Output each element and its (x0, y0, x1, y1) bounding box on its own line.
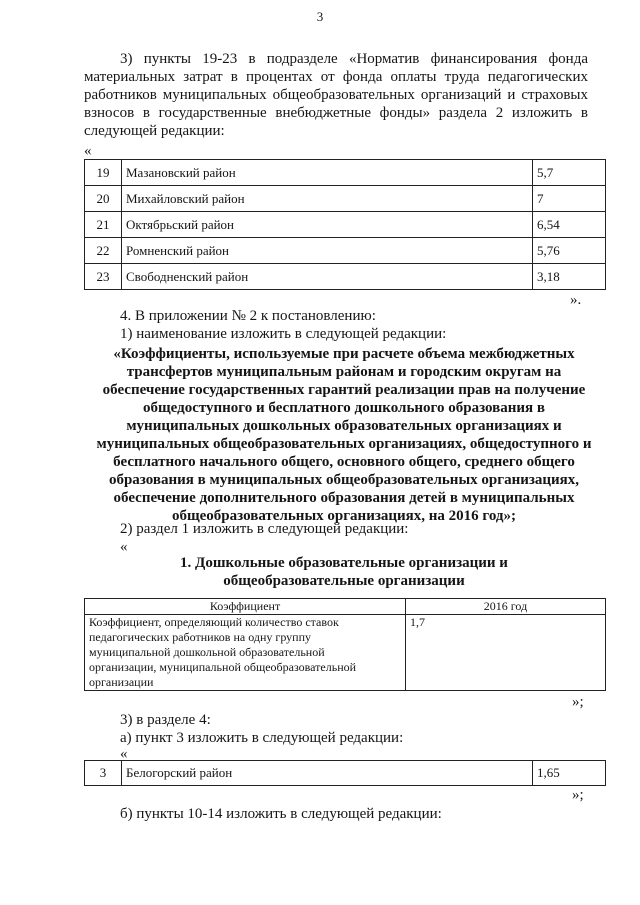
section-title-line: общеобразовательные организации (223, 573, 465, 589)
table-row (85, 186, 606, 212)
open-quote-2: « (120, 539, 128, 555)
close-quote-dot: ». (570, 292, 582, 308)
description-line: организации (89, 675, 154, 689)
table-header-row (85, 599, 606, 615)
bold-title-line: «Коэффициенты, используемые при расчете объема межбюджетных (113, 346, 575, 362)
table-row (85, 212, 606, 238)
table-row (85, 615, 606, 691)
district-value: 5,7 (533, 160, 606, 186)
district-value: 7 (533, 186, 606, 212)
district-name: Свободненский район (122, 264, 533, 290)
page-number: 3 (316, 9, 324, 24)
item-4-3b: б) пункты 10-14 изложить в следующей редакции: (120, 806, 442, 822)
description-line: организации, муниципальной общеобразовательной (89, 660, 357, 674)
row-number: 3 (85, 761, 122, 786)
district-name: Мазановский район (122, 160, 533, 186)
district-name: Михайловский район (122, 186, 533, 212)
bold-title-line: общеобразовательных организациях, на 2016 год»; (171, 508, 517, 524)
row-number: 20 (85, 186, 122, 212)
description-line: педагогических работников на одну группу (89, 630, 312, 644)
district-value: 3,18 (533, 264, 606, 290)
section-title-line: 1. Дошкольные образовательные организации и (180, 555, 508, 571)
bold-title-line: обеспечение дополнительного образования детей в муниципальных (113, 490, 575, 506)
row-number: 19 (85, 160, 122, 186)
item-4: 4. В приложении № 2 к постановлению: (120, 308, 376, 324)
close-quote-semicolon-2: »; (572, 787, 584, 803)
header-cell-year: 2016 год (406, 599, 606, 615)
item-4-3a: а) пункт 3 изложить в следующей редакции: (120, 730, 404, 746)
district-value: 6,54 (533, 212, 606, 238)
table-row (85, 761, 606, 786)
district-value: 5,76 (533, 238, 606, 264)
description-line: Коэффициент, определяющий количество ставок (89, 615, 339, 629)
coefficient-description (85, 615, 406, 691)
district-name: Октябрьский район (122, 212, 533, 238)
belogorsk-table (84, 760, 606, 786)
bold-title (84, 345, 604, 525)
header-cell-coefficient: Коэффициент (85, 599, 406, 615)
districts-table (84, 159, 606, 290)
section-title (84, 554, 604, 590)
item-4-2: 2) раздел 1 изложить в следующей редакции: (120, 521, 409, 537)
bold-title-line: муниципальных дошкольных образовательных организациях и (126, 418, 562, 434)
bold-title-line: образования в муниципальных общеобразовательных организациях, (108, 472, 580, 488)
row-number: 22 (85, 238, 122, 264)
district-name: Белогорский район (122, 761, 533, 786)
table-row (85, 264, 606, 290)
bold-title-line: трансфертов муниципальным районам и городским округам на (126, 364, 562, 380)
description-line: муниципальной дошкольной образовательной (89, 645, 325, 659)
item-4-3: 3) в разделе 4: (120, 712, 211, 728)
row-number: 21 (85, 212, 122, 238)
table-row (85, 238, 606, 264)
intro-paragraph (84, 50, 588, 140)
bold-title-line: муниципальных общеобразовательных организациях, общедоступного и (96, 436, 592, 452)
open-quote-3: « (120, 746, 128, 762)
item-4-1: 1) наименование изложить в следующей редакции: (120, 326, 447, 342)
bold-title-line: общедоступного и бесплатного дошкольного образования в (142, 400, 545, 416)
district-name: Ромненский район (122, 238, 533, 264)
open-quote: « (84, 143, 92, 159)
row-number: 23 (85, 264, 122, 290)
coefficient-table (84, 598, 606, 691)
intro-text: 3) пункты 19-23 в подразделе «Норматив финансирования фонда материальных затрат в процентах от фонда оплаты труда педагогических работников муниципальных общеобразовательных организаций и страховых взносов в государственные внебюджетные фонды» раздела 2 изложить в следующей редакции: (84, 51, 588, 139)
district-value: 1,65 (533, 761, 606, 786)
coefficient-value: 1,7 (406, 615, 606, 691)
close-quote-semicolon: »; (572, 694, 584, 710)
bold-title-line: обеспечение государственных гарантий реализации прав на получение (102, 382, 586, 398)
bold-title-line: бесплатного начального общего, основного общего, среднего общего (113, 454, 575, 470)
table-row (85, 160, 606, 186)
